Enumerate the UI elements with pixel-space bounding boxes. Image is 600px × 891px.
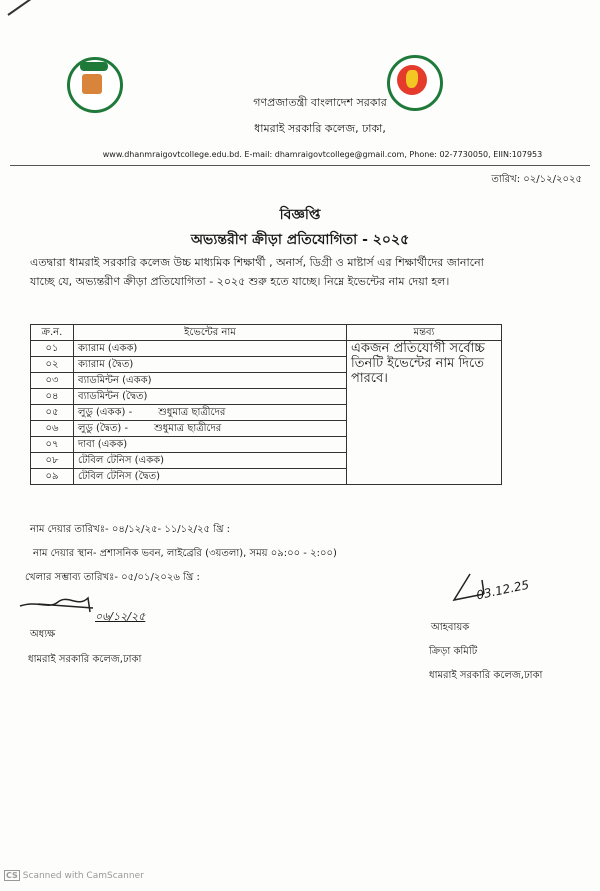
row-event — [74, 469, 347, 485]
event-note: শুধুমাত্র ছাত্রীদের — [154, 423, 222, 434]
principal-role: অধ্যক্ষ — [30, 629, 56, 640]
row-serial: ০৪ — [31, 389, 74, 405]
pen-stroke-mark — [7, 0, 41, 16]
row-event — [74, 437, 347, 453]
principal-signature-date: ০৬/১২/২৫ — [95, 610, 146, 623]
college-logo-band — [80, 62, 108, 71]
contact-line: www.dhanmraigovtcollege.edu.bd. E-mail: dhamraigovtcollege@gmail.com, Phone: 02-7730050, EIIN:107953 — [102, 150, 543, 159]
row-event — [74, 405, 347, 421]
event-name: ব্যাডমিন্টন (একক) — [78, 375, 152, 386]
registration-date: নাম দেয়ার তারিখঃ- ০৪/১২/২৫- ১১/১২/২৫ খ্রি : — [30, 524, 231, 535]
row-serial: ০৩ — [31, 373, 74, 389]
row-event — [74, 389, 347, 405]
row-event — [74, 341, 347, 357]
row-serial: ০৭ — [31, 437, 74, 453]
notice-title: বিজ্ঞপ্তি — [279, 207, 321, 223]
notice-body-line-2: যাচ্ছে যে, অভ্যন্তরীণ ক্রীড়া প্রতিযোগিতা - ২০২৫ শুরু হতে যাচ্ছে। নিম্নে ইভেন্টের নাম দেয়া হল। — [30, 275, 450, 288]
event-name: ক্যারাম (দ্বৈত) — [78, 359, 134, 370]
principal-org: ধামরাই সরকারি কলেজ,ঢাকা — [28, 654, 142, 665]
header-serial: ক্র.ন. — [31, 325, 74, 341]
event-name: দাবা (একক) — [78, 439, 128, 450]
event-note: শুধুমাত্র ছাত্রীদের — [158, 407, 226, 418]
row-event — [74, 421, 347, 437]
event-name: টেবিল টেনিস (একক) — [78, 455, 165, 466]
row-serial: ০৫ — [31, 405, 74, 421]
college-logo-emblem — [82, 74, 102, 94]
header-divider — [10, 165, 590, 166]
table-row — [31, 341, 502, 357]
row-serial: ০২ — [31, 357, 74, 373]
row-event — [74, 453, 347, 469]
events-table — [30, 324, 502, 485]
row-serial: ০৯ — [31, 469, 74, 485]
notice-date: তারিখ: ০২/১২/২০২৫ — [491, 174, 582, 185]
convener-committee: ক্রিড়া কমিটি — [429, 646, 478, 657]
row-event — [74, 373, 347, 389]
bangladesh-map-icon — [406, 70, 418, 88]
camscanner-watermark — [4, 870, 144, 881]
convener-signature-date: 03.12.25 — [475, 577, 531, 603]
notice-subtitle: অভ্যন্তরীণ ক্রীড়া প্রতিযোগিতা - ২০২৫ — [190, 232, 410, 248]
camscanner-text: Scanned with CamScanner — [22, 871, 144, 881]
convener-org: ধামরাই সরকারি কলেজ,ঢাকা — [429, 670, 543, 681]
table-header-row — [31, 325, 502, 341]
event-name: ব্যাডমিন্টন (দ্বৈত) — [78, 391, 148, 402]
header-remarks: মন্তব্য — [347, 325, 502, 341]
row-event — [74, 357, 347, 373]
government-name: গণপ্রজাতন্ত্রী বাংলাদেশ সরকার — [253, 96, 387, 109]
game-date: খেলার সম্ভাব্য তারিখঃ- ০৫/০১/২০২৬ খ্রি : — [25, 572, 200, 583]
row-serial: ০৬ — [31, 421, 74, 437]
event-name: লুডু (একক) - — [78, 407, 133, 418]
convener-role: আহবায়ক — [431, 622, 470, 633]
event-name: টেবিল টেনিস (দ্বৈত) — [78, 471, 160, 482]
event-name: লুডু (দ্বৈত) - — [78, 423, 129, 434]
notice-body-line-1: এতদ্বারা ধামরাই সরকারি কলেজ উচ্চ মাধ্যমিক শিক্ষার্থী , অনার্স, ডিগ্রী ও মাষ্টার্স এর শিক্ষার্থীদের জানানো — [30, 256, 484, 269]
row-serial: ০৮ — [31, 453, 74, 469]
event-name: ক্যারাম (একক) — [78, 343, 138, 354]
registration-place: নাম দেয়ার স্থান- প্রশাসনিক ভবন, লাইব্রেরি (৩য়তলা), সময় ০৯:০০ - ২:০০) — [33, 548, 337, 559]
notice-body — [30, 253, 575, 291]
remarks-cell: একজন প্রতিযোগী সর্বোচ্চ তিনটি ইভেন্টের নাম দিতে পারবে। — [347, 341, 502, 485]
college-name: ধামরাই সরকারি কলেজ, ঢাকা, — [254, 122, 386, 135]
row-serial: ০১ — [31, 341, 74, 357]
camscanner-icon: CS — [6, 871, 18, 880]
header-event-name: ইভেন্টের নাম — [74, 325, 347, 341]
